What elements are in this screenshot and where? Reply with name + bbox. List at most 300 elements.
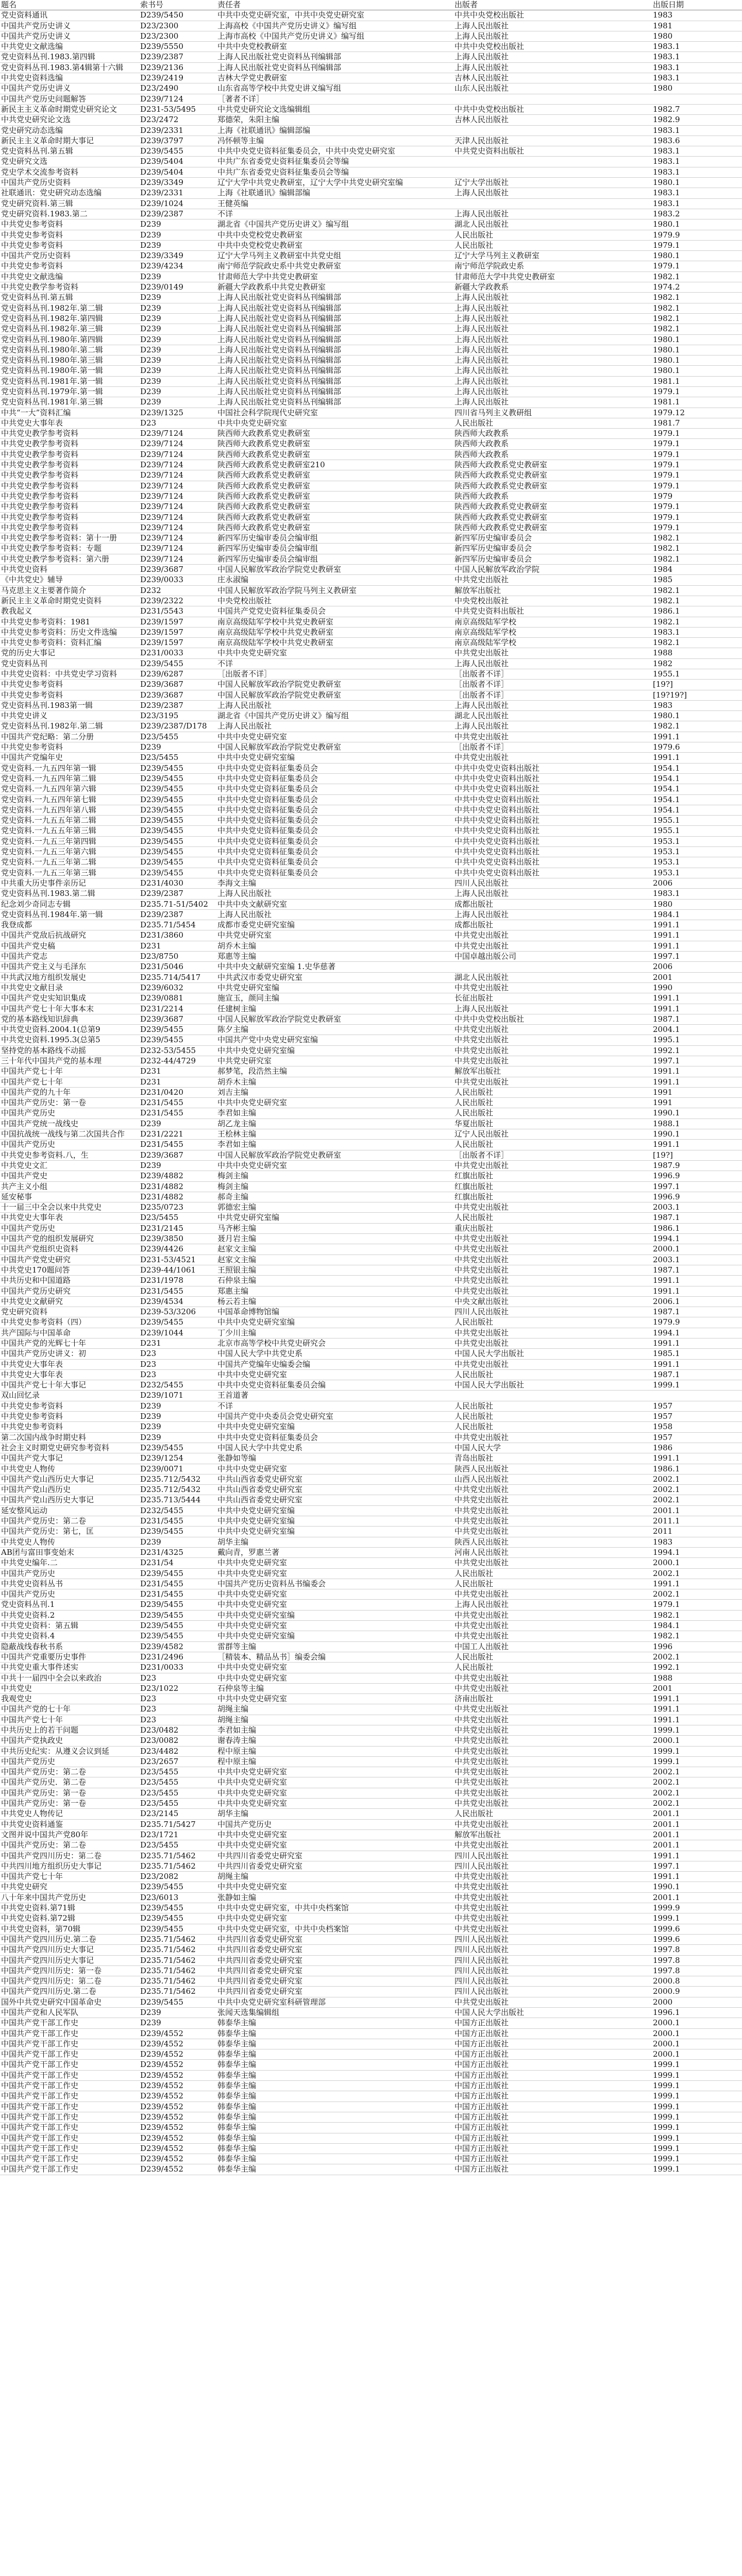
table-row — [0, 1391, 742, 1401]
cell-publisher: 中共党史出版社 — [453, 1673, 652, 1683]
cell-title: 十一届三中全会以来中共党史 — [0, 1202, 139, 1213]
table-row — [0, 2028, 742, 2039]
cell-call-number: D239/0149 — [139, 282, 216, 293]
cell-call-number: D239 — [139, 303, 216, 313]
table-row — [0, 773, 742, 784]
cell-publisher: ［出版者不详］ — [453, 680, 652, 690]
cell-date: 2000.8 — [652, 1976, 742, 1987]
cell-call-number: D23 — [139, 1715, 216, 1725]
cell-date: 1982.1 — [652, 721, 742, 732]
cell-title: 八十年来中国共产党历史 — [0, 1892, 139, 1903]
table-row — [0, 1913, 742, 1924]
cell-call-number: D239/2387 — [139, 209, 216, 219]
cell-author: 胡华主编 — [216, 1809, 453, 1819]
cell-call-number: D239/5455 — [139, 1527, 216, 1537]
table-row — [0, 1840, 742, 1851]
cell-title: 中国共产党历史：第一卷 — [0, 1788, 139, 1798]
cell-title: 中国共产党历史 — [0, 1223, 139, 1233]
cell-author: 中共中央党史研究室 — [216, 1369, 453, 1380]
cell-date: 2002.1 — [652, 1589, 742, 1600]
cell-author: 中国人民大学中共党史系 — [216, 1443, 453, 1453]
cell-call-number: D231/5455 — [139, 1286, 216, 1296]
cell-author: 中共党史研究室编 — [216, 1213, 453, 1223]
cell-date: 1983.6 — [652, 135, 742, 146]
table-row — [0, 784, 742, 794]
cell-call-number: D239/7124 — [139, 554, 216, 564]
cell-call-number: D231/5455 — [139, 1579, 216, 1589]
cell-title: 中共党史资料.1995.3(总第5 — [0, 1035, 139, 1045]
cell-author: 韩泰华主编 — [216, 2143, 453, 2154]
cell-publisher: 新疆大学政教系 — [453, 282, 652, 293]
cell-author: 中国人民解放军政治学院马列主义教研室 — [216, 585, 453, 596]
cell-title: 中共党史参考资料（四） — [0, 1317, 139, 1328]
cell-publisher: 山西人民出版社 — [453, 1474, 652, 1484]
cell-date: 1992.1 — [652, 1045, 742, 1056]
cell-author: 中共党史研究室 — [216, 930, 453, 941]
cell-call-number: D239/5455 — [139, 1903, 216, 1913]
cell-publisher: 中国人民大学出版社 — [453, 2008, 652, 2018]
table-row — [0, 167, 742, 177]
cell-title: 中国共产党历史讲义 — [0, 21, 139, 31]
cell-call-number: D239/1024 — [139, 198, 216, 209]
cell-date: 1986.1 — [652, 1223, 742, 1233]
cell-title: 中共党史参考资料 — [0, 680, 139, 690]
cell-date: 1983 — [652, 700, 742, 710]
table-row — [0, 1788, 742, 1798]
cell-date: 1954.1 — [652, 794, 742, 805]
cell-call-number: D231/2496 — [139, 1652, 216, 1662]
cell-date: 1980.1 — [652, 355, 742, 366]
cell-publisher: 中共党史出版社 — [453, 575, 652, 585]
cell-author: 上海人民出版社党史资料丛刊编辑部 — [216, 62, 453, 73]
cell-date: 2000.1 — [652, 2028, 742, 2039]
cell-title: 中共党史资料.第71辑 — [0, 1903, 139, 1913]
cell-publisher: 上海人民出版社 — [453, 188, 652, 198]
cell-date: 2001.1 — [652, 1829, 742, 1840]
cell-publisher: 中共党史出版社 — [453, 1746, 652, 1756]
cell-date: 1996.9 — [652, 1171, 742, 1181]
cell-publisher: 中共党史出版社 — [453, 1045, 652, 1056]
cell-call-number: D231-53/5495 — [139, 104, 216, 114]
cell-date: 1953.1 — [652, 836, 742, 846]
cell-title: 党史资料.一九五三年第六辑 — [0, 847, 139, 857]
cell-title: 中国共产党的组织发展研究 — [0, 1234, 139, 1244]
table-row — [0, 2123, 742, 2133]
table-row — [0, 2133, 742, 2143]
cell-call-number: D239/7124 — [139, 460, 216, 470]
cell-title: 共产国际与中国革命 — [0, 1328, 139, 1338]
cell-title: 党史研究资料.1983.第二 — [0, 209, 139, 219]
cell-publisher: 中共党史出版社 — [453, 1924, 652, 1934]
cell-title: 中国共产党敌后抗战研究 — [0, 930, 139, 941]
header-row — [0, 0, 742, 10]
cell-date: 1979.1 — [652, 1600, 742, 1610]
cell-date — [652, 1391, 742, 1401]
cell-title: 中国共产党四川历史大事记 — [0, 1955, 139, 1965]
cell-call-number: D23/2490 — [139, 83, 216, 94]
table-row — [0, 794, 742, 805]
cell-title: 中国共产党干部工作史 — [0, 2143, 139, 2154]
cell-title: 中国共产党历史 — [0, 1568, 139, 1579]
cell-publisher: 上海人民出版社 — [453, 21, 652, 31]
cell-author: 石仲泉等主编 — [216, 1683, 453, 1693]
cell-date: 1991.1 — [652, 930, 742, 941]
table-row — [0, 1955, 742, 1965]
cell-title: 中国共产党志 — [0, 952, 139, 962]
cell-title: 党史研究文选 — [0, 157, 139, 167]
table-row — [0, 1829, 742, 1840]
cell-call-number: D23 — [139, 1673, 216, 1683]
cell-call-number: D239/5455 — [139, 1610, 216, 1620]
cell-publisher: 中共党史出版社 — [453, 1997, 652, 2007]
cell-title: 党史资料.一九五三年第二辑 — [0, 857, 139, 868]
table-row — [0, 313, 742, 324]
cell-author: 刘吉主编 — [216, 1087, 453, 1097]
cell-title: 中共“一大”资料汇编 — [0, 408, 139, 418]
cell-call-number: D239/4552 — [139, 2112, 216, 2122]
cell-publisher: 中国卓越出版公司 — [453, 952, 652, 962]
cell-call-number: D239/5455 — [139, 1997, 216, 2007]
cell-author: 上海人民出版社 — [216, 909, 453, 920]
table-row — [0, 1129, 742, 1140]
cell-call-number: D232 — [139, 585, 216, 596]
cell-title: 中国共产党干部工作史 — [0, 2112, 139, 2122]
table-row — [0, 386, 742, 397]
cell-author: 中央党校出版社 — [216, 596, 453, 606]
table-row — [0, 52, 742, 62]
table-row — [0, 1276, 742, 1286]
cell-publisher: 上海人民出版社 — [453, 345, 652, 355]
cell-date: 1979.1 — [652, 240, 742, 250]
cell-call-number: D239/5404 — [139, 167, 216, 177]
cell-publisher — [453, 167, 652, 177]
table-row — [0, 1903, 742, 1913]
table-row — [0, 324, 742, 334]
cell-title: 中共党史文献目录 — [0, 982, 139, 993]
table-row — [0, 700, 742, 710]
cell-author: 中共中央党史资料征集委员会 — [216, 847, 453, 857]
cell-title: 中国共产党历史讲义 — [0, 83, 139, 94]
cell-author: 马齐彬主编 — [216, 1223, 453, 1233]
cell-call-number: D239 — [139, 386, 216, 397]
cell-publisher: 中国方正出版社 — [453, 2102, 652, 2112]
cell-date: 1999.1 — [652, 2091, 742, 2102]
cell-call-number: D239/4552 — [139, 2028, 216, 2039]
cell-call-number: D231 — [139, 1066, 216, 1077]
cell-author: 中共武汉市委党史研究室 — [216, 972, 453, 982]
cell-call-number: D239/4552 — [139, 2049, 216, 2060]
cell-date: 1987.9 — [652, 1160, 742, 1171]
cell-publisher: 四川人民出版社 — [453, 1955, 652, 1965]
cell-title: 中国共产党干部工作史 — [0, 2123, 139, 2133]
cell-publisher: 人民出版社 — [453, 1809, 652, 1819]
cell-publisher: 人民出版社 — [453, 1213, 652, 1223]
cell-date: 1982.1 — [652, 596, 742, 606]
table-row — [0, 1547, 742, 1557]
cell-author: 韩泰华主编 — [216, 2028, 453, 2039]
cell-publisher: 中共党史出版社 — [453, 1265, 652, 1275]
cell-call-number: D239 — [139, 324, 216, 334]
cell-title: 中共历史和中国道路 — [0, 1276, 139, 1286]
cell-call-number: D239/5455 — [139, 826, 216, 836]
cell-date: 2002.1 — [652, 1485, 742, 1495]
cell-publisher: 中共党史出版社 — [453, 1160, 652, 1171]
cell-author: 南宁师范学院政史系中共党史教研室 — [216, 261, 453, 272]
table-row — [0, 1579, 742, 1589]
cell-author: 中共中央党史资料征集委员会 — [216, 773, 453, 784]
table-row — [0, 1234, 742, 1244]
table-row — [0, 1715, 742, 1725]
cell-date: 1957 — [652, 1432, 742, 1443]
cell-date: 1999.1 — [652, 2070, 742, 2080]
cell-call-number: D239/5455 — [139, 1025, 216, 1035]
cell-date: 1988.1 — [652, 1118, 742, 1129]
cell-date: 1979.6 — [652, 742, 742, 753]
cell-call-number: D231/4030 — [139, 878, 216, 888]
cell-call-number: D239 — [139, 2018, 216, 2028]
cell-title: 党史资料.一九五四年第七辑 — [0, 794, 139, 805]
cell-publisher: 人民出版社 — [453, 1652, 652, 1662]
cell-date: 1984.1 — [652, 1621, 742, 1631]
cell-title: 党史资料丛刊.1981年.第一辑 — [0, 376, 139, 386]
cell-author: 郝梦笔，段浩然主编 — [216, 1066, 453, 1077]
cell-date: 1979.1 — [652, 449, 742, 460]
cell-publisher: 中共党史出版社 — [453, 1338, 652, 1349]
cell-call-number: D239/5455 — [139, 836, 216, 846]
cell-title: 中国共产党历史：第二卷 — [0, 1767, 139, 1777]
cell-call-number: D231/3860 — [139, 930, 216, 941]
cell-date: 2000.1 — [652, 1558, 742, 1568]
cell-call-number: D231/5455 — [139, 1516, 216, 1527]
cell-date: 1955.1 — [652, 826, 742, 836]
cell-author: 韩泰华主编 — [216, 2060, 453, 2070]
cell-publisher: 陕西人民出版社 — [453, 1464, 652, 1474]
table-row — [0, 1819, 742, 1829]
table-row — [0, 544, 742, 554]
cell-author: 中共中央党史研究室 — [216, 1098, 453, 1108]
cell-author: 中共中央党史研究室 — [216, 1589, 453, 1600]
cell-publisher: 上海人民出版社 — [453, 889, 652, 899]
cell-title: 中国共产党干部工作史 — [0, 2070, 139, 2080]
cell-publisher: 中共中央党史资料出版社 — [453, 868, 652, 878]
cell-date: 1957 — [652, 1401, 742, 1411]
table-row — [0, 1338, 742, 1349]
table-row — [0, 157, 742, 167]
cell-author: 韩泰华主编 — [216, 2164, 453, 2175]
cell-title: 中国共产党编年史 — [0, 753, 139, 763]
cell-author: 中共中央党校党史教研室 — [216, 230, 453, 240]
cell-date: 1979.1 — [652, 512, 742, 522]
cell-title: 中共党史教学参考资料 — [0, 502, 139, 512]
table-row — [0, 1516, 742, 1527]
table-row — [0, 2091, 742, 2102]
cell-title: 第二次国内战争时期史料 — [0, 1432, 139, 1443]
cell-author: 程中原主编 — [216, 1746, 453, 1756]
cell-date: 1983.1 — [652, 188, 742, 198]
cell-author: 上海人民出版社党史资料丛刊编辑部 — [216, 386, 453, 397]
cell-publisher: 新四军历史编审委员会 — [453, 554, 652, 564]
cell-date: 1980 — [652, 899, 742, 909]
cell-call-number: D239/2387/D178 — [139, 721, 216, 732]
cell-title: 党史研究资料 — [0, 1307, 139, 1317]
cell-publisher: 辽宁人民出版社 — [453, 1129, 652, 1140]
cell-date: 1987.1 — [652, 1265, 742, 1275]
cell-title: 中国共产党干部工作史 — [0, 2164, 139, 2175]
cell-author: 陕西师大政教系党史教研室 — [216, 449, 453, 460]
cell-date: 1986 — [652, 1443, 742, 1453]
table-row — [0, 219, 742, 230]
table-row — [0, 1663, 742, 1673]
cell-title: 党的历史大事记 — [0, 648, 139, 658]
cell-author: 陕西师大政教系党史教研室 — [216, 470, 453, 481]
table-row — [0, 1527, 742, 1537]
cell-author: 中国共产党中央党史研究室编 — [216, 1035, 453, 1045]
table-row — [0, 418, 742, 428]
cell-publisher: 新四军历史编审委员会 — [453, 533, 652, 544]
cell-title: 延安整风运动 — [0, 1505, 139, 1516]
cell-publisher: 中共党史出版社 — [453, 1872, 652, 1882]
cell-call-number: D239/4426 — [139, 1244, 216, 1255]
table-row — [0, 1799, 742, 1809]
cell-call-number: D239/3850 — [139, 1234, 216, 1244]
cell-date: 1982.1 — [652, 303, 742, 313]
table-row — [0, 1851, 742, 1861]
cell-publisher: 天津人民出版社 — [453, 135, 652, 146]
cell-title: 中国共产党四川历史.第二卷 — [0, 1987, 139, 1997]
cell-author: 王首道著 — [216, 1391, 453, 1401]
cell-publisher: 人民出版社 — [453, 1140, 652, 1150]
cell-title: 中国共产党史稿 — [0, 941, 139, 951]
cell-title: 中共党史教学参考资料 — [0, 481, 139, 491]
cell-publisher: 中共中央党史资料出版社 — [453, 836, 652, 846]
cell-publisher: 陕西师大政教系 — [453, 491, 652, 501]
cell-publisher: 南京高级陆军学校 — [453, 638, 652, 648]
table-row — [0, 1066, 742, 1077]
cell-author: 新疆大学政教系中共党史教研室 — [216, 282, 453, 293]
cell-title: 中国共产党历史问题解答 — [0, 94, 139, 104]
cell-author: 王桧林主编 — [216, 1129, 453, 1140]
table-row — [0, 899, 742, 909]
cell-publisher: 上海人民出版社 — [453, 303, 652, 313]
cell-date: 1982.1 — [652, 272, 742, 282]
table-row — [0, 1087, 742, 1097]
cell-title: 党史资料丛刊.1 — [0, 1600, 139, 1610]
cell-title: 中国共产党七十年 — [0, 1872, 139, 1882]
cell-title: 三十年代中国共产党的基本理 — [0, 1056, 139, 1066]
cell-author: 中共中央党史研究室 — [216, 648, 453, 658]
cell-call-number: D239/6032 — [139, 982, 216, 993]
cell-date: 1979.12 — [652, 408, 742, 418]
cell-publisher: 中共党史出版社 — [453, 1788, 652, 1798]
table-row — [0, 648, 742, 658]
cell-title: 中共历史上的若干问题 — [0, 1725, 139, 1735]
cell-date: 1982.1 — [652, 544, 742, 554]
cell-date: 2006 — [652, 962, 742, 972]
cell-author: 南京高级陆军学校中共党史教研室 — [216, 638, 453, 648]
cell-call-number: D231/0033 — [139, 1663, 216, 1673]
cell-author: 韩泰华主编 — [216, 2049, 453, 2060]
cell-publisher: 成都出版社 — [453, 899, 652, 909]
cell-date: 2002.1 — [652, 1799, 742, 1809]
table-row — [0, 261, 742, 272]
cell-title: 坚持党的基本路线不动摇 — [0, 1045, 139, 1056]
cell-title: 中国共产党和人民军队 — [0, 2008, 139, 2018]
table-row — [0, 889, 742, 899]
cell-call-number: D235.71-51/5402 — [139, 899, 216, 909]
cell-date: 1980 — [652, 83, 742, 94]
table-row — [0, 115, 742, 125]
cell-publisher — [453, 125, 652, 135]
cell-title: 中国共产党干部工作史 — [0, 2060, 139, 2070]
cell-call-number: D239 — [139, 742, 216, 753]
cell-publisher: 济南出版社 — [453, 1694, 652, 1704]
cell-call-number: D239/7124 — [139, 439, 216, 449]
table-row — [0, 1349, 742, 1359]
table-row — [0, 1160, 742, 1171]
cell-date: 1999.1 — [652, 2112, 742, 2122]
cell-call-number: D235.71/5462 — [139, 1976, 216, 1987]
cell-date: 1994.1 — [652, 1328, 742, 1338]
cell-author: 中国共产党历史资料丛书编委会 — [216, 1579, 453, 1589]
cell-date: 1955.1 — [652, 669, 742, 680]
cell-title: 中国共产党干部工作史 — [0, 2154, 139, 2164]
table-row — [0, 1171, 742, 1181]
table-row — [0, 251, 742, 261]
cell-author: 中共中央党史研究室编 — [216, 1045, 453, 1056]
table-row — [0, 1443, 742, 1453]
cell-title: 中国共产党重要历史事件 — [0, 1652, 139, 1662]
cell-call-number: D239/4552 — [139, 2154, 216, 2164]
cell-date: 1999.1 — [652, 2123, 742, 2133]
cell-publisher: 人民出版社 — [453, 1317, 652, 1328]
cell-date: 1994.1 — [652, 1547, 742, 1557]
cell-date: 1999.1 — [652, 2164, 742, 2175]
cell-publisher: 上海人民出版社 — [453, 366, 652, 376]
cell-date: 1982.1 — [652, 1631, 742, 1641]
table-row — [0, 1307, 742, 1317]
cell-publisher: 中国方正出版社 — [453, 2070, 652, 2080]
cell-author: 杨云若主编 — [216, 1296, 453, 1307]
cell-date: 1954.1 — [652, 784, 742, 794]
cell-call-number: D231 — [139, 1338, 216, 1349]
cell-author: 中共中央党史研究室 — [216, 1464, 453, 1474]
cell-author: 任建树主编 — [216, 1004, 453, 1014]
cell-call-number: D231/4882 — [139, 1181, 216, 1192]
cell-publisher: 陕西师大政教系 — [453, 449, 652, 460]
cell-date: 2003.1 — [652, 1202, 742, 1213]
table-row — [0, 1213, 742, 1223]
cell-title: 中国共产党历史讲义：初 — [0, 1349, 139, 1359]
cell-publisher: 红旗出版社 — [453, 1181, 652, 1192]
cell-publisher: 中共中央党校出版社 — [453, 42, 652, 52]
cell-call-number: D239 — [139, 1537, 216, 1547]
cell-publisher: 中国人民大学出版社 — [453, 1349, 652, 1359]
column-header-author: 责任者 — [216, 0, 453, 10]
cell-date: 1982.1 — [652, 533, 742, 544]
cell-date: 2000.9 — [652, 1987, 742, 1997]
cell-date: 1980.1 — [652, 334, 742, 345]
cell-author: 中共中央党校党史教研室 — [216, 240, 453, 250]
table-row — [0, 1704, 742, 1715]
cell-call-number: D235.713/5444 — [139, 1495, 216, 1505]
cell-call-number: D239/7124 — [139, 449, 216, 460]
table-row — [0, 1108, 742, 1118]
cell-publisher: 中共党史出版社 — [453, 1495, 652, 1505]
cell-call-number: D239/5455 — [139, 1621, 216, 1631]
cell-publisher: 中共中央党史资料出版社 — [453, 784, 652, 794]
cell-author: 中共党史研究室编 — [216, 982, 453, 993]
cell-author: 中共中央党史资料征集委员会 — [216, 784, 453, 794]
